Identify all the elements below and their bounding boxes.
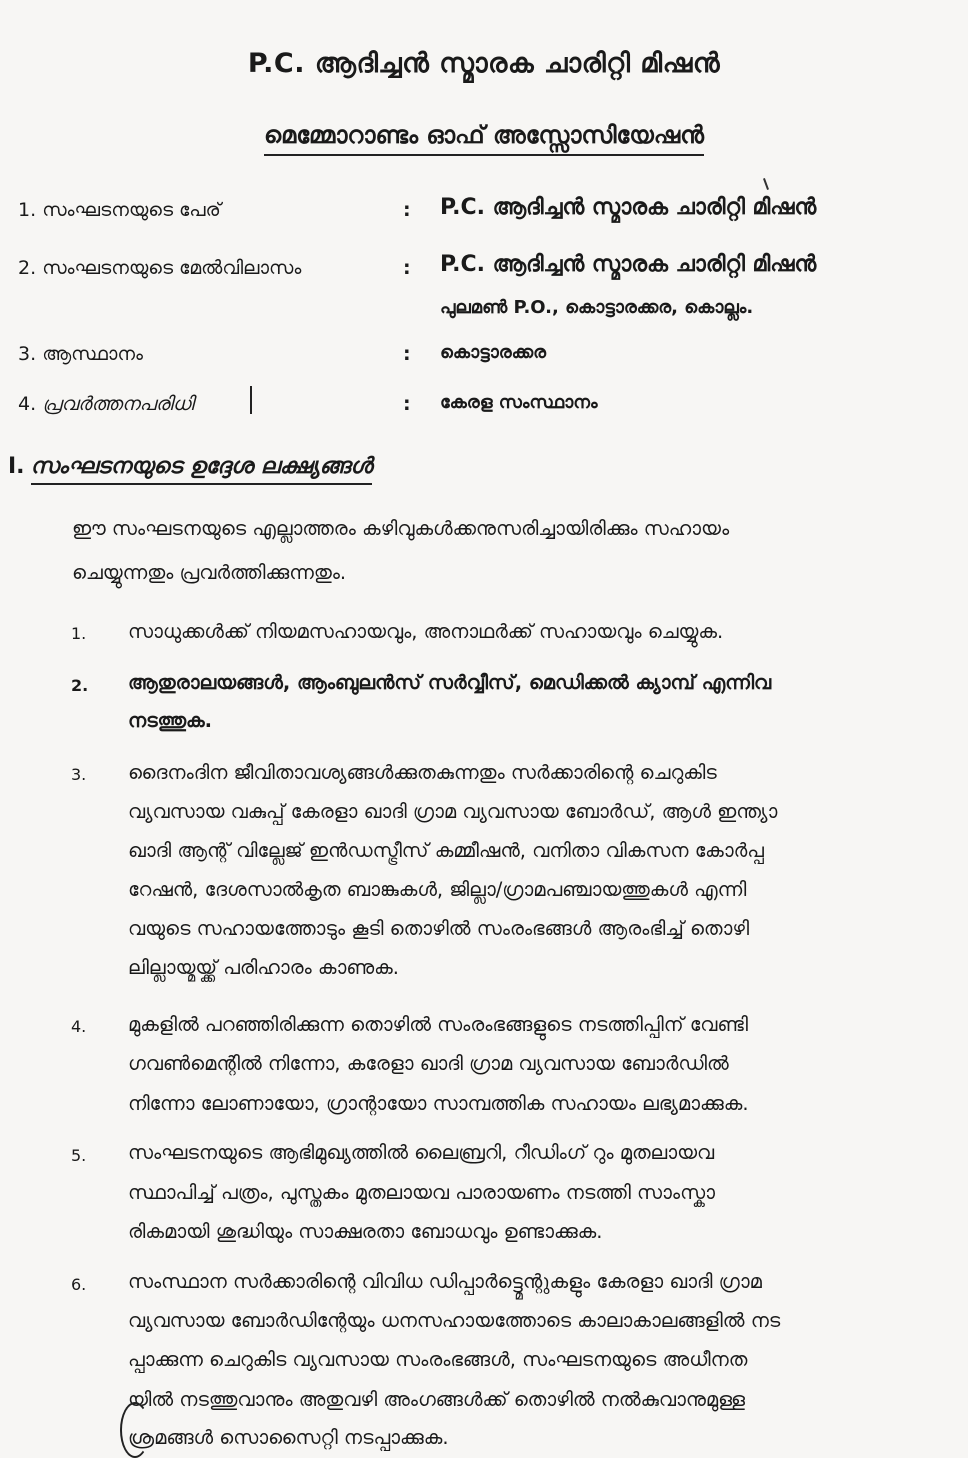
item-line: നടത്തുക. bbox=[128, 709, 213, 732]
item-line: രികമായി ശുദ്ധിയും സാക്ഷരതാ ബോധവും ഉണ്ടാക്കുക. bbox=[128, 1220, 603, 1243]
field-label-jurisdiction: 4. പ്രവർത്തനപരിധി bbox=[18, 393, 194, 415]
field-colon: : bbox=[403, 257, 411, 279]
item-line: സംഘടനയുടെ ആഭിമുഖ്യത്തിൽ ലൈബ്രറി, റീഡിംഗ് റും മുതലായവ bbox=[128, 1141, 715, 1164]
field-value-address: P.C. ആദിച്ചൻ സ്മാരക ചാരിറ്റി മിഷൻ bbox=[440, 252, 817, 277]
item-number: 5. bbox=[71, 1146, 87, 1165]
item-line: സ്ഥാപിച്ച് പത്രം, പുസ്തകം മുതലായവ പാരായണം നടത്തി സാംസ്കാ bbox=[128, 1181, 715, 1204]
item-line: സംസ്ഥാന സർക്കാരിന്റെ വിവിധ ഡിപ്പാർട്ട്മെന്റുകളും കേരളാ ഖാദി ഗ്രാമ bbox=[128, 1270, 762, 1293]
intro-line: ഈ സംഘടനയുടെ എല്ലാത്തരം കഴിവുകൾക്കനുസരിച്ചായിരിക്കും സഹായം bbox=[72, 517, 730, 540]
text-cursor-mark bbox=[250, 386, 252, 414]
item-line: ശ്രമങ്ങൾ സൊസൈറ്റി നടപ്പാക്കുക. bbox=[128, 1426, 449, 1449]
item-line: സാധുക്കൾക്ക് നിയമസഹായവും, അനാഥർക്ക് സഹായവും ചെയ്യുക. bbox=[128, 620, 724, 643]
field-value-jurisdiction: കേരള സംസ്ഥാനം bbox=[440, 392, 598, 413]
item-number: 4. bbox=[71, 1017, 87, 1036]
item-line: മുകളിൽ പറഞ്ഞിരിക്കുന്ന തൊഴിൽ സംരംഭങ്ങളുടെ നടത്തിപ്പിന് വേണ്ടി bbox=[128, 1013, 748, 1036]
item-line: ആതുരാലയങ്ങൾ, ആംബുലൻസ് സർവ്വീസ്, മെഡിക്കൽ ക്യാമ്പ് എന്നിവ bbox=[128, 671, 772, 694]
field-value-address-line2: പുലമൺ P.O., കൊട്ടാരക്കര, കൊല്ലം. bbox=[440, 297, 754, 318]
item-number: 1. bbox=[71, 624, 87, 643]
item-number: 3. bbox=[71, 765, 87, 784]
document-title: P.C. ആദിച്ചൻ സ്മാരക ചാരിറ്റി മിഷൻ bbox=[247, 48, 721, 79]
subtitle-text: മെമ്മോറാണ്ടം ഓഫ് അസ്സോസിയേഷൻ bbox=[264, 121, 704, 156]
document-subtitle bbox=[0, 121, 968, 149]
item-number: 6. bbox=[71, 1275, 87, 1294]
field-label-name: 1. സംഘടനയുടെ പേര് bbox=[18, 199, 221, 221]
field-colon: : bbox=[403, 393, 411, 415]
field-label-address: 2. സംഘടനയുടെ മേൽവിലാസം bbox=[18, 257, 302, 279]
item-line: ഖാദി ആന്റ് വില്ലേജ് ഇൻഡസ്ട്രീസ് കമ്മീഷൻ, വനിതാ വികസന കോർപ്പ bbox=[128, 839, 764, 862]
field-colon: : bbox=[403, 343, 411, 365]
stray-pen-mark bbox=[763, 178, 769, 190]
item-line: വ്യവസായ വകുപ്പ് കേരളാ ഖാദി ഗ്രാമ വ്യവസായ ബോർഡ്, ആൾ ഇന്ത്യാ bbox=[128, 800, 778, 823]
item-line: പ്പാക്കുന്ന ചെറുകിട വ്യവസായ സംരംഭങ്ങൾ, സംഘടനയുടെ അധീനത bbox=[128, 1348, 748, 1371]
intro-line: ചെയ്യുന്നതും പ്രവർത്തിക്കുന്നതും. bbox=[72, 561, 347, 584]
pen-circle-mark bbox=[120, 1402, 150, 1458]
item-line: വയുടെ സഹായത്തോടും കൂടി തൊഴിൽ സംരംഭങ്ങൾ ആരംഭിച്ച് തൊഴി bbox=[128, 917, 750, 940]
field-label-headquarters: 3. ആസ്ഥാനം bbox=[18, 343, 143, 365]
item-line: നിന്നോ ലോണായോ, ഗ്രാന്റായോ സാമ്പത്തിക സഹായം ലഭ്യമാക്കുക. bbox=[128, 1092, 749, 1115]
item-line: വ്യവസായ ബോർഡിന്റേയും ധനസഹായത്തോടെ കാലാകാലങ്ങളിൽ നട bbox=[128, 1309, 781, 1332]
field-value-name: P.C. ആദിച്ചൻ സ്മാരക ചാരിറ്റി മിഷൻ bbox=[440, 195, 817, 220]
item-line: റേഷൻ, ദേശസാൽകൃത ബാങ്കുകൾ, ജില്ലാ/ഗ്രാമപഞ്ചായത്തുകൾ എന്നി bbox=[128, 878, 747, 901]
section-heading: I. സംഘടനയുടെ ഉദ്ദേശ ലക്ഷ്യങ്ങൾ bbox=[8, 454, 372, 479]
item-line: യിൽ നടത്തുവാനും അതുവഴി അംഗങ്ങൾക്ക് തൊഴിൽ നൽകുവാനുമുള്ള bbox=[128, 1388, 746, 1411]
field-value-headquarters: കൊട്ടാരക്കര bbox=[440, 342, 547, 363]
item-line: ലില്ലായ്മയ്ക്ക് പരിഹാരം കാണുക. bbox=[128, 956, 399, 979]
field-colon: : bbox=[403, 199, 411, 221]
item-line: ദൈനംദിന ജീവിതാവശ്യങ്ങൾക്കുതകുന്നതും സർക്കാരിന്റെ ചെറുകിട bbox=[128, 761, 717, 784]
item-number: 2. bbox=[71, 676, 89, 695]
item-line: ഗവൺമെന്റിൽ നിന്നോ, കരേളാ ഖാദി ഗ്രാമ വ്യവസായ ബോർഡിൽ bbox=[128, 1052, 729, 1075]
